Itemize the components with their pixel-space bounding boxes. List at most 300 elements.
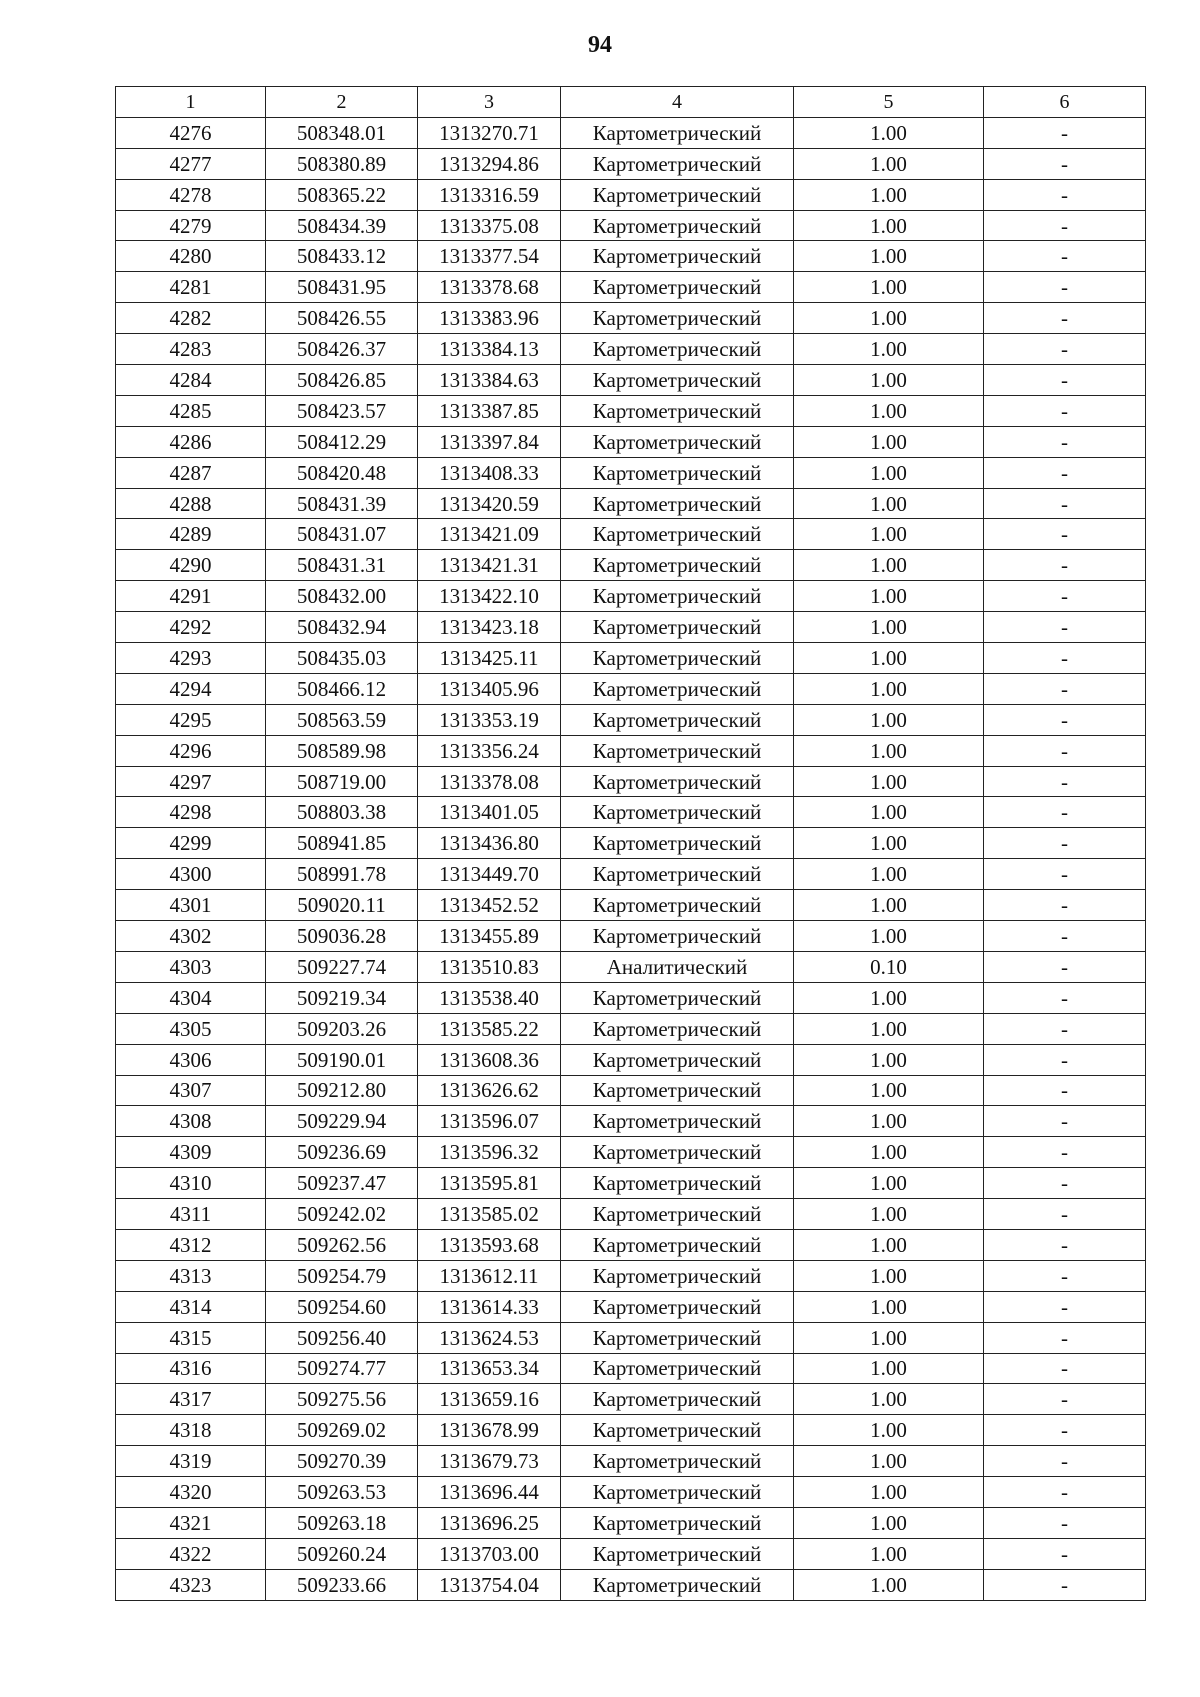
- accuracy-cell: 1.00: [794, 1569, 984, 1600]
- header-cell-6: 6: [984, 87, 1146, 118]
- point-number-cell: 4321: [116, 1507, 266, 1538]
- note-cell: -: [984, 890, 1146, 921]
- point-number-cell: 4308: [116, 1106, 266, 1137]
- method-cell: Картометрический: [561, 1291, 794, 1322]
- coord-x-cell: 509236.69: [266, 1137, 418, 1168]
- note-cell: -: [984, 1446, 1146, 1477]
- accuracy-cell: 0.10: [794, 951, 984, 982]
- coord-x-cell: 509219.34: [266, 982, 418, 1013]
- table-row: [116, 890, 1146, 921]
- table-row: [116, 1260, 1146, 1291]
- table-row: [116, 1168, 1146, 1199]
- coord-x-cell: 509242.02: [266, 1199, 418, 1230]
- coord-x-cell: 508426.37: [266, 334, 418, 365]
- note-cell: -: [984, 334, 1146, 365]
- coord-y-cell: 1313397.84: [418, 426, 561, 457]
- accuracy-cell: 1.00: [794, 1415, 984, 1446]
- method-cell: Картометрический: [561, 890, 794, 921]
- coord-y-cell: 1313420.59: [418, 488, 561, 519]
- accuracy-cell: 1.00: [794, 303, 984, 334]
- coord-y-cell: 1313624.53: [418, 1322, 561, 1353]
- coord-x-cell: 509262.56: [266, 1229, 418, 1260]
- note-cell: -: [984, 550, 1146, 581]
- point-number-cell: 4315: [116, 1322, 266, 1353]
- point-number-cell: 4288: [116, 488, 266, 519]
- coord-x-cell: 508365.22: [266, 179, 418, 210]
- accuracy-cell: 1.00: [794, 1013, 984, 1044]
- note-cell: -: [984, 581, 1146, 612]
- table-row: [116, 1446, 1146, 1477]
- accuracy-cell: 1.00: [794, 1446, 984, 1477]
- method-cell: Картометрический: [561, 1075, 794, 1106]
- coord-x-cell: 508426.55: [266, 303, 418, 334]
- point-number-cell: 4307: [116, 1075, 266, 1106]
- point-number-cell: 4299: [116, 828, 266, 859]
- point-number-cell: 4283: [116, 334, 266, 365]
- coord-x-cell: 508412.29: [266, 426, 418, 457]
- point-number-cell: 4316: [116, 1353, 266, 1384]
- coord-x-cell: 509274.77: [266, 1353, 418, 1384]
- coord-x-cell: 508719.00: [266, 766, 418, 797]
- accuracy-cell: 1.00: [794, 1538, 984, 1569]
- coord-x-cell: 508563.59: [266, 704, 418, 735]
- coord-y-cell: 1313596.32: [418, 1137, 561, 1168]
- point-number-cell: 4286: [116, 426, 266, 457]
- coord-x-cell: 509020.11: [266, 890, 418, 921]
- coord-x-cell: 509254.60: [266, 1291, 418, 1322]
- note-cell: -: [984, 951, 1146, 982]
- accuracy-cell: 1.00: [794, 704, 984, 735]
- coord-x-cell: 509254.79: [266, 1260, 418, 1291]
- note-cell: -: [984, 1477, 1146, 1508]
- table-row: [116, 1569, 1146, 1600]
- accuracy-cell: 1.00: [794, 550, 984, 581]
- point-number-cell: 4314: [116, 1291, 266, 1322]
- method-cell: Картометрический: [561, 241, 794, 272]
- coord-y-cell: 1313378.68: [418, 272, 561, 303]
- coord-x-cell: 508941.85: [266, 828, 418, 859]
- coord-y-cell: 1313387.85: [418, 395, 561, 426]
- coord-x-cell: 509263.53: [266, 1477, 418, 1508]
- accuracy-cell: 1.00: [794, 148, 984, 179]
- accuracy-cell: 1.00: [794, 179, 984, 210]
- coord-x-cell: 508466.12: [266, 673, 418, 704]
- coord-x-cell: 509036.28: [266, 921, 418, 952]
- coord-x-cell: 508432.00: [266, 581, 418, 612]
- table-row: [116, 272, 1146, 303]
- coord-x-cell: 509260.24: [266, 1538, 418, 1569]
- method-cell: Картометрический: [561, 519, 794, 550]
- note-cell: -: [984, 241, 1146, 272]
- point-number-cell: 4290: [116, 550, 266, 581]
- point-number-cell: 4293: [116, 643, 266, 674]
- method-cell: Картометрический: [561, 426, 794, 457]
- header-cell-5: 5: [794, 87, 984, 118]
- method-cell: Картометрический: [561, 1199, 794, 1230]
- method-cell: Картометрический: [561, 643, 794, 674]
- table-row: [116, 1415, 1146, 1446]
- coord-y-cell: 1313408.33: [418, 457, 561, 488]
- method-cell: Картометрический: [561, 1168, 794, 1199]
- point-number-cell: 4309: [116, 1137, 266, 1168]
- table-row: [116, 1322, 1146, 1353]
- method-cell: Картометрический: [561, 1013, 794, 1044]
- coord-x-cell: 508380.89: [266, 148, 418, 179]
- accuracy-cell: 1.00: [794, 1507, 984, 1538]
- method-cell: Картометрический: [561, 365, 794, 396]
- coord-y-cell: 1313421.31: [418, 550, 561, 581]
- method-cell: Картометрический: [561, 179, 794, 210]
- coord-x-cell: 508420.48: [266, 457, 418, 488]
- coord-y-cell: 1313455.89: [418, 921, 561, 952]
- note-cell: -: [984, 1075, 1146, 1106]
- point-number-cell: 4319: [116, 1446, 266, 1477]
- method-cell: Картометрический: [561, 303, 794, 334]
- coord-y-cell: 1313678.99: [418, 1415, 561, 1446]
- accuracy-cell: 1.00: [794, 488, 984, 519]
- accuracy-cell: 1.00: [794, 210, 984, 241]
- method-cell: Картометрический: [561, 612, 794, 643]
- accuracy-cell: 1.00: [794, 828, 984, 859]
- table-row: [116, 735, 1146, 766]
- method-cell: Картометрический: [561, 457, 794, 488]
- method-cell: Картометрический: [561, 1538, 794, 1569]
- coord-y-cell: 1313653.34: [418, 1353, 561, 1384]
- method-cell: Картометрический: [561, 1260, 794, 1291]
- point-number-cell: 4301: [116, 890, 266, 921]
- table-row: [116, 1353, 1146, 1384]
- note-cell: -: [984, 1260, 1146, 1291]
- note-cell: -: [984, 1384, 1146, 1415]
- coord-x-cell: 508991.78: [266, 859, 418, 890]
- coord-x-cell: 509229.94: [266, 1106, 418, 1137]
- point-number-cell: 4292: [116, 612, 266, 643]
- coord-y-cell: 1313270.71: [418, 117, 561, 148]
- coord-y-cell: 1313614.33: [418, 1291, 561, 1322]
- point-number-cell: 4323: [116, 1569, 266, 1600]
- accuracy-cell: 1.00: [794, 1291, 984, 1322]
- coord-x-cell: 508426.85: [266, 365, 418, 396]
- coord-x-cell: 508803.38: [266, 797, 418, 828]
- point-number-cell: 4297: [116, 766, 266, 797]
- table-row: [116, 704, 1146, 735]
- table-row: [116, 334, 1146, 365]
- note-cell: -: [984, 1229, 1146, 1260]
- note-cell: -: [984, 1569, 1146, 1600]
- table-row: [116, 179, 1146, 210]
- coord-x-cell: 509233.66: [266, 1569, 418, 1600]
- coord-y-cell: 1313384.13: [418, 334, 561, 365]
- accuracy-cell: 1.00: [794, 1075, 984, 1106]
- method-cell: Картометрический: [561, 1569, 794, 1600]
- accuracy-cell: 1.00: [794, 1044, 984, 1075]
- accuracy-cell: 1.00: [794, 612, 984, 643]
- accuracy-cell: 1.00: [794, 921, 984, 952]
- coord-y-cell: 1313659.16: [418, 1384, 561, 1415]
- method-cell: Картометрический: [561, 1137, 794, 1168]
- table-row: [116, 1507, 1146, 1538]
- coord-x-cell: 508589.98: [266, 735, 418, 766]
- coord-y-cell: 1313384.63: [418, 365, 561, 396]
- point-number-cell: 4317: [116, 1384, 266, 1415]
- coord-y-cell: 1313452.52: [418, 890, 561, 921]
- point-number-cell: 4289: [116, 519, 266, 550]
- coord-y-cell: 1313696.44: [418, 1477, 561, 1508]
- note-cell: -: [984, 1415, 1146, 1446]
- coord-y-cell: 1313425.11: [418, 643, 561, 674]
- accuracy-cell: 1.00: [794, 117, 984, 148]
- accuracy-cell: 1.00: [794, 426, 984, 457]
- table-row: [116, 1538, 1146, 1569]
- table-row: [116, 488, 1146, 519]
- accuracy-cell: 1.00: [794, 272, 984, 303]
- table-row: [116, 1044, 1146, 1075]
- coord-y-cell: 1313383.96: [418, 303, 561, 334]
- note-cell: -: [984, 426, 1146, 457]
- coord-x-cell: 508423.57: [266, 395, 418, 426]
- coord-y-cell: 1313754.04: [418, 1569, 561, 1600]
- coord-y-cell: 1313595.81: [418, 1168, 561, 1199]
- note-cell: -: [984, 395, 1146, 426]
- point-number-cell: 4312: [116, 1229, 266, 1260]
- note-cell: -: [984, 766, 1146, 797]
- note-cell: -: [984, 1199, 1146, 1230]
- method-cell: Картометрический: [561, 1353, 794, 1384]
- point-number-cell: 4320: [116, 1477, 266, 1508]
- header-cell-3: 3: [418, 87, 561, 118]
- point-number-cell: 4311: [116, 1199, 266, 1230]
- point-number-cell: 4280: [116, 241, 266, 272]
- method-cell: Картометрический: [561, 735, 794, 766]
- header-cell-1: 1: [116, 87, 266, 118]
- note-cell: -: [984, 797, 1146, 828]
- table-row: [116, 951, 1146, 982]
- method-cell: Картометрический: [561, 766, 794, 797]
- method-cell: Картометрический: [561, 921, 794, 952]
- header-row: [116, 87, 1146, 118]
- accuracy-cell: 1.00: [794, 1106, 984, 1137]
- point-number-cell: 4306: [116, 1044, 266, 1075]
- point-number-cell: 4281: [116, 272, 266, 303]
- coord-x-cell: 509212.80: [266, 1075, 418, 1106]
- table-row: [116, 643, 1146, 674]
- accuracy-cell: 1.00: [794, 365, 984, 396]
- point-number-cell: 4310: [116, 1168, 266, 1199]
- method-cell: Картометрический: [561, 1044, 794, 1075]
- note-cell: -: [984, 272, 1146, 303]
- coord-x-cell: 509275.56: [266, 1384, 418, 1415]
- method-cell: Картометрический: [561, 272, 794, 303]
- note-cell: -: [984, 1291, 1146, 1322]
- coord-x-cell: 509203.26: [266, 1013, 418, 1044]
- point-number-cell: 4285: [116, 395, 266, 426]
- table-row: [116, 117, 1146, 148]
- coord-y-cell: 1313377.54: [418, 241, 561, 272]
- point-number-cell: 4303: [116, 951, 266, 982]
- point-number-cell: 4294: [116, 673, 266, 704]
- coord-y-cell: 1313612.11: [418, 1260, 561, 1291]
- point-number-cell: 4282: [116, 303, 266, 334]
- coord-y-cell: 1313375.08: [418, 210, 561, 241]
- accuracy-cell: 1.00: [794, 395, 984, 426]
- note-cell: -: [984, 210, 1146, 241]
- table-row: [116, 581, 1146, 612]
- coord-x-cell: 508431.31: [266, 550, 418, 581]
- accuracy-cell: 1.00: [794, 1322, 984, 1353]
- table-row: [116, 210, 1146, 241]
- table-row: [116, 766, 1146, 797]
- header-cell-4: 4: [561, 87, 794, 118]
- method-cell: Картометрический: [561, 1446, 794, 1477]
- note-cell: -: [984, 1322, 1146, 1353]
- accuracy-cell: 1.00: [794, 334, 984, 365]
- accuracy-cell: 1.00: [794, 859, 984, 890]
- note-cell: -: [984, 735, 1146, 766]
- page-number: 94: [588, 32, 612, 58]
- note-cell: -: [984, 704, 1146, 735]
- method-cell: Аналитический: [561, 951, 794, 982]
- accuracy-cell: 1.00: [794, 1353, 984, 1384]
- point-number-cell: 4284: [116, 365, 266, 396]
- coord-y-cell: 1313593.68: [418, 1229, 561, 1260]
- method-cell: Картометрический: [561, 1322, 794, 1353]
- method-cell: Картометрический: [561, 1384, 794, 1415]
- table-row: [116, 828, 1146, 859]
- point-number-cell: 4296: [116, 735, 266, 766]
- coord-y-cell: 1313679.73: [418, 1446, 561, 1477]
- accuracy-cell: 1.00: [794, 766, 984, 797]
- coord-y-cell: 1313294.86: [418, 148, 561, 179]
- coord-x-cell: 509190.01: [266, 1044, 418, 1075]
- accuracy-cell: 1.00: [794, 1168, 984, 1199]
- coord-y-cell: 1313436.80: [418, 828, 561, 859]
- note-cell: -: [984, 365, 1146, 396]
- coord-x-cell: 509269.02: [266, 1415, 418, 1446]
- table-row: [116, 921, 1146, 952]
- accuracy-cell: 1.00: [794, 241, 984, 272]
- table-row: [116, 519, 1146, 550]
- table-row: [116, 148, 1146, 179]
- accuracy-cell: 1.00: [794, 1229, 984, 1260]
- point-number-cell: 4276: [116, 117, 266, 148]
- coord-x-cell: 509263.18: [266, 1507, 418, 1538]
- note-cell: -: [984, 1106, 1146, 1137]
- table-row: [116, 1291, 1146, 1322]
- note-cell: -: [984, 1013, 1146, 1044]
- header-cell-2: 2: [266, 87, 418, 118]
- note-cell: -: [984, 148, 1146, 179]
- coord-x-cell: 508431.39: [266, 488, 418, 519]
- method-cell: Картометрический: [561, 704, 794, 735]
- note-cell: -: [984, 1538, 1146, 1569]
- note-cell: -: [984, 1044, 1146, 1075]
- coord-x-cell: 508433.12: [266, 241, 418, 272]
- coord-x-cell: 509256.40: [266, 1322, 418, 1353]
- coord-x-cell: 509237.47: [266, 1168, 418, 1199]
- point-number-cell: 4313: [116, 1260, 266, 1291]
- note-cell: -: [984, 612, 1146, 643]
- accuracy-cell: 1.00: [794, 1137, 984, 1168]
- coord-x-cell: 508348.01: [266, 117, 418, 148]
- accuracy-cell: 1.00: [794, 673, 984, 704]
- point-number-cell: 4322: [116, 1538, 266, 1569]
- accuracy-cell: 1.00: [794, 457, 984, 488]
- method-cell: Картометрический: [561, 210, 794, 241]
- table-row: [116, 859, 1146, 890]
- point-number-cell: 4291: [116, 581, 266, 612]
- coord-x-cell: 509227.74: [266, 951, 418, 982]
- method-cell: Картометрический: [561, 334, 794, 365]
- note-cell: -: [984, 1168, 1146, 1199]
- method-cell: Картометрический: [561, 1415, 794, 1446]
- method-cell: Картометрический: [561, 488, 794, 519]
- table-row: [116, 982, 1146, 1013]
- note-cell: -: [984, 828, 1146, 859]
- point-number-cell: 4295: [116, 704, 266, 735]
- table-row: [116, 1075, 1146, 1106]
- point-number-cell: 4279: [116, 210, 266, 241]
- table-row: [116, 797, 1146, 828]
- accuracy-cell: 1.00: [794, 643, 984, 674]
- table-row: [116, 550, 1146, 581]
- note-cell: -: [984, 859, 1146, 890]
- accuracy-cell: 1.00: [794, 519, 984, 550]
- point-number-cell: 4298: [116, 797, 266, 828]
- point-number-cell: 4277: [116, 148, 266, 179]
- method-cell: Картометрический: [561, 1507, 794, 1538]
- note-cell: -: [984, 519, 1146, 550]
- note-cell: -: [984, 921, 1146, 952]
- table-row: [116, 1013, 1146, 1044]
- method-cell: Картометрический: [561, 982, 794, 1013]
- point-number-cell: 4287: [116, 457, 266, 488]
- table-row: [116, 395, 1146, 426]
- method-cell: Картометрический: [561, 1477, 794, 1508]
- coord-y-cell: 1313585.22: [418, 1013, 561, 1044]
- accuracy-cell: 1.00: [794, 982, 984, 1013]
- point-number-cell: 4300: [116, 859, 266, 890]
- method-cell: Картометрический: [561, 828, 794, 859]
- method-cell: Картометрический: [561, 1106, 794, 1137]
- coord-y-cell: 1313423.18: [418, 612, 561, 643]
- accuracy-cell: 1.00: [794, 581, 984, 612]
- point-number-cell: 4278: [116, 179, 266, 210]
- method-cell: Картометрический: [561, 395, 794, 426]
- coord-y-cell: 1313608.36: [418, 1044, 561, 1075]
- coord-y-cell: 1313626.62: [418, 1075, 561, 1106]
- table-row: [116, 241, 1146, 272]
- coord-x-cell: 508434.39: [266, 210, 418, 241]
- accuracy-cell: 1.00: [794, 1260, 984, 1291]
- accuracy-cell: 1.00: [794, 890, 984, 921]
- coord-y-cell: 1313538.40: [418, 982, 561, 1013]
- note-cell: -: [984, 457, 1146, 488]
- note-cell: -: [984, 303, 1146, 334]
- table-row: [116, 1384, 1146, 1415]
- accuracy-cell: 1.00: [794, 735, 984, 766]
- table-row: [116, 365, 1146, 396]
- accuracy-cell: 1.00: [794, 1199, 984, 1230]
- table-row: [116, 1137, 1146, 1168]
- accuracy-cell: 1.00: [794, 1477, 984, 1508]
- table-row: [116, 426, 1146, 457]
- coord-x-cell: 509270.39: [266, 1446, 418, 1477]
- coordinates-table: [115, 86, 1146, 1601]
- point-number-cell: 4318: [116, 1415, 266, 1446]
- coord-y-cell: 1313356.24: [418, 735, 561, 766]
- coord-x-cell: 508432.94: [266, 612, 418, 643]
- coord-y-cell: 1313585.02: [418, 1199, 561, 1230]
